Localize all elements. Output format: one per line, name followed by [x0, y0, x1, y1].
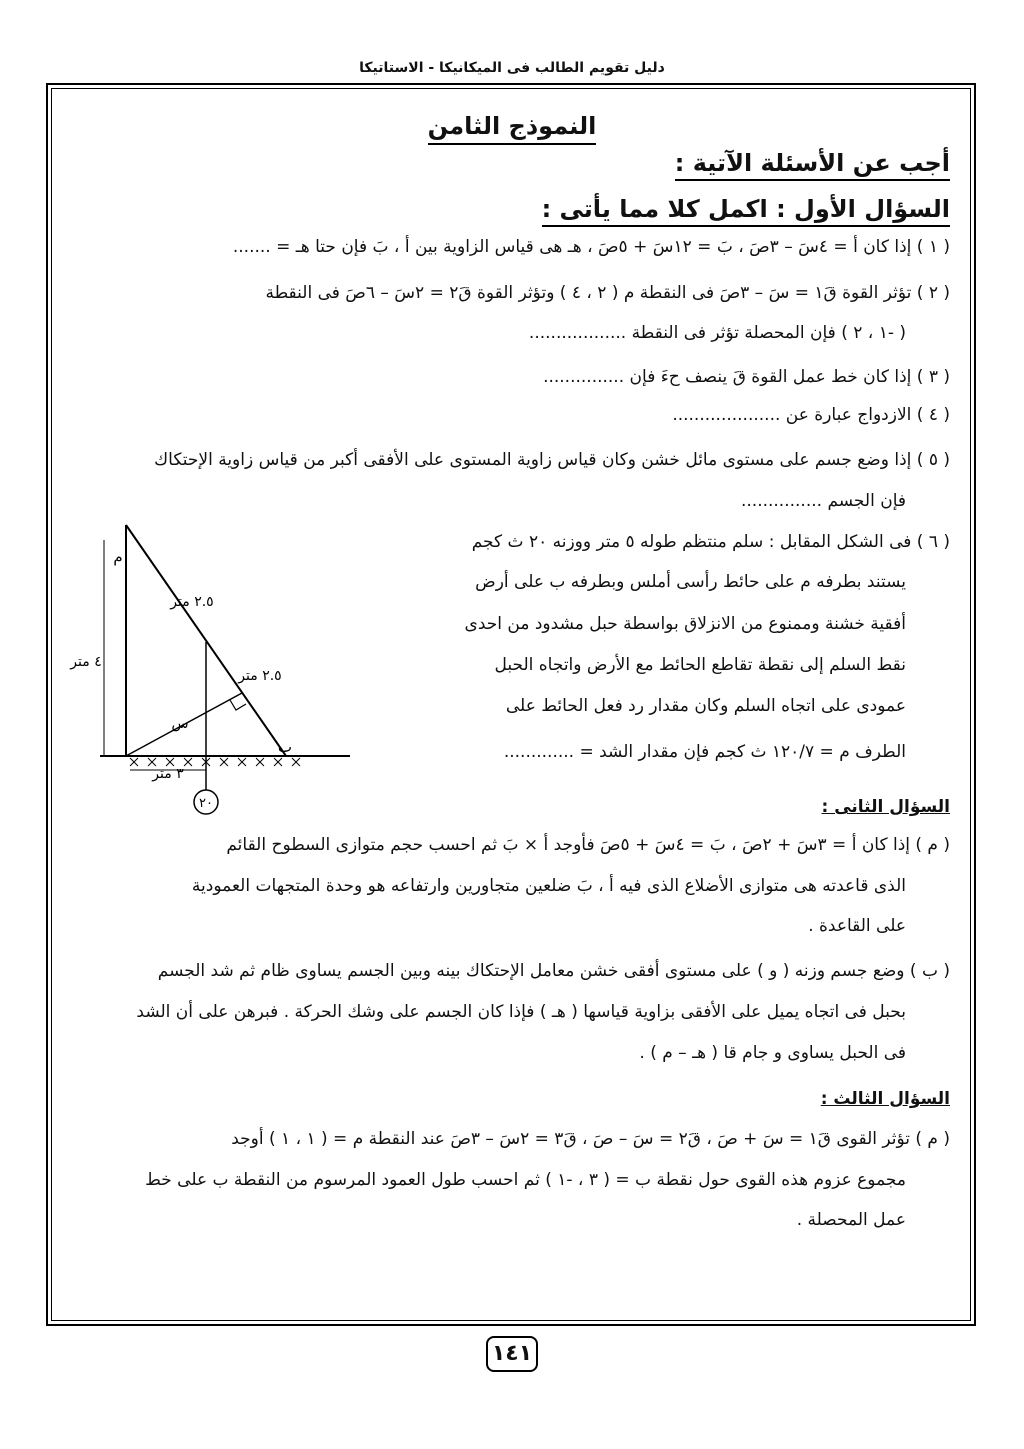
q3-item-a-line2: مجموع عزوم هذه القوى حول نقطة ب = ( ٣ ، -١ ) ثم احسب طول العمود المرسوم من النقطة ب على خط — [145, 1170, 906, 1190]
q1-item-6: ( ٦ ) فى الشكل المقابل : سلم منتظم طوله ٥ متر ووزنه ٢٠ ث كجم — [471, 532, 950, 552]
q1-item-3: ( ٣ ) إذا كان خط عمل القوة قَ ينصف حءَ فإن ............... — [543, 367, 950, 387]
q1-item-5-cont: فإن الجسم ............... — [740, 491, 906, 511]
q1-item-2-cont: ( -١ ، ٢ ) فإن المحصلة تؤثر فى النقطة .................. — [528, 323, 906, 343]
q1-item-6-line5: عمودى على اتجاه السلم وكان مقدار رد فعل الحائط على — [505, 696, 906, 716]
q1-item-6-line3: أفقية خشنة وممنوع من الانزلاق بواسطة حبل مشدود من احدى — [464, 614, 906, 634]
q1-item-5: ( ٥ ) إذا وضع جسم على مستوى مائل خشن وكان قياس زاوية المستوى على الأفقى أكبر من قياس زاوية الإحتكاك — [154, 450, 950, 470]
q3-heading: السؤال الثالث : — [820, 1089, 950, 1109]
q2-item-b-line3: فى الحبل يساوى و جام قا ( هـ – م ) . — [639, 1043, 906, 1063]
label-height: ٤ متر — [70, 654, 102, 670]
q2-item-b-line2: بحبل فى اتجاه يميل على الأفقى بزاوية قياسها ( هـ ) فإذا كان الجسم على وشك الحركة . فبرهن على أن الشد — [136, 1002, 906, 1022]
running-header: دليل تقويم الطالب فى الميكانيكا - الاستاتيكا — [359, 60, 665, 76]
q1-item-2: ( ٢ ) تؤثر القوة قَ١ = سَ – ٣صَ فى النقطة م ( ٢ ، ٤ ) وتؤثر القوة قَ٢ = ٢سَ – ٦صَ فى النقطة — [265, 283, 950, 303]
label-b: ب — [277, 738, 292, 756]
q3-item-a-line3: عمل المحصلة . — [796, 1210, 906, 1230]
q2-item-a: ( م ) إذا كان أ = ٣سَ + ٢صَ ، بَ = ٤سَ + ٥صَ فأوجد أ × بَ ثم احسب حجم متوازى السطوح القائم — [226, 835, 950, 855]
q2-item-a-line2: الذى قاعدته هى متوازى الأضلاع الذى فيه أ ، بَ ضلعين متجاورين وارتفاعه هو وحدة المتجهات العمودية — [191, 876, 906, 896]
q2-item-a-line3: على القاعدة . — [808, 916, 906, 936]
label-base: ٣ متر — [152, 766, 184, 782]
exam-title: النموذج الثامن — [0, 112, 1024, 140]
page-number: ١٤١ — [486, 1336, 538, 1372]
q1-item-6-line6: الطرف م = ١٢٠/٧ ث كجم فإن مقدار الشد = ............. — [503, 742, 906, 762]
q3-item-a: ( م ) تؤثر القوى قَ١ = سَ + صَ ، قَ٢ = سَ – صَ ، قَ٣ = ٢سَ – ٣صَ عند النقطة م = ( ١ ، ١ ) أوجد — [231, 1129, 950, 1149]
label-upper-length: ٢.٥ متر — [170, 594, 214, 610]
q2-item-b: ( ب ) وضع جسم وزنه ( و ) على مستوى أفقى خشن معامل الإحتكاك بينه وبين الجسم يساوى ظام ثم شد الجسم — [157, 961, 950, 981]
instruction: أجب عن الأسئلة الآتية : — [675, 152, 950, 174]
right-angle-mark — [230, 700, 246, 710]
q1-heading: السؤال الأول : اكمل كلا مما يأتى : — [542, 198, 950, 220]
q1-item-4: ( ٤ ) الازدواج عبارة عن .................... — [672, 405, 950, 425]
ground-hatch — [130, 758, 300, 766]
q1-item-6-line2: يستند بطرفه م على حائط رأسى أملس وبطرفه ب على أرض — [475, 572, 906, 592]
label-weight: ٢٠ — [199, 796, 213, 811]
label-s: س — [171, 716, 189, 732]
label-lower-length: ٢.٥ متر — [238, 668, 282, 684]
ladder-diagram — [60, 520, 350, 820]
q1-item-1: ( ١ ) إذا كان أ = ٤سَ – ٣صَ ، بَ = ١٢سَ + ٥صَ ، هـ هى قياس الزاوية بين أ ، بَ فإن حتا هـ = ....... — [232, 237, 950, 257]
q1-item-6-line4: نقط السلم إلى نقطة تقاطع الحائط مع الأرض واتجاه الحبل — [494, 655, 906, 675]
label-m: م — [113, 548, 123, 566]
q2-heading: السؤال الثانى : — [821, 797, 950, 817]
